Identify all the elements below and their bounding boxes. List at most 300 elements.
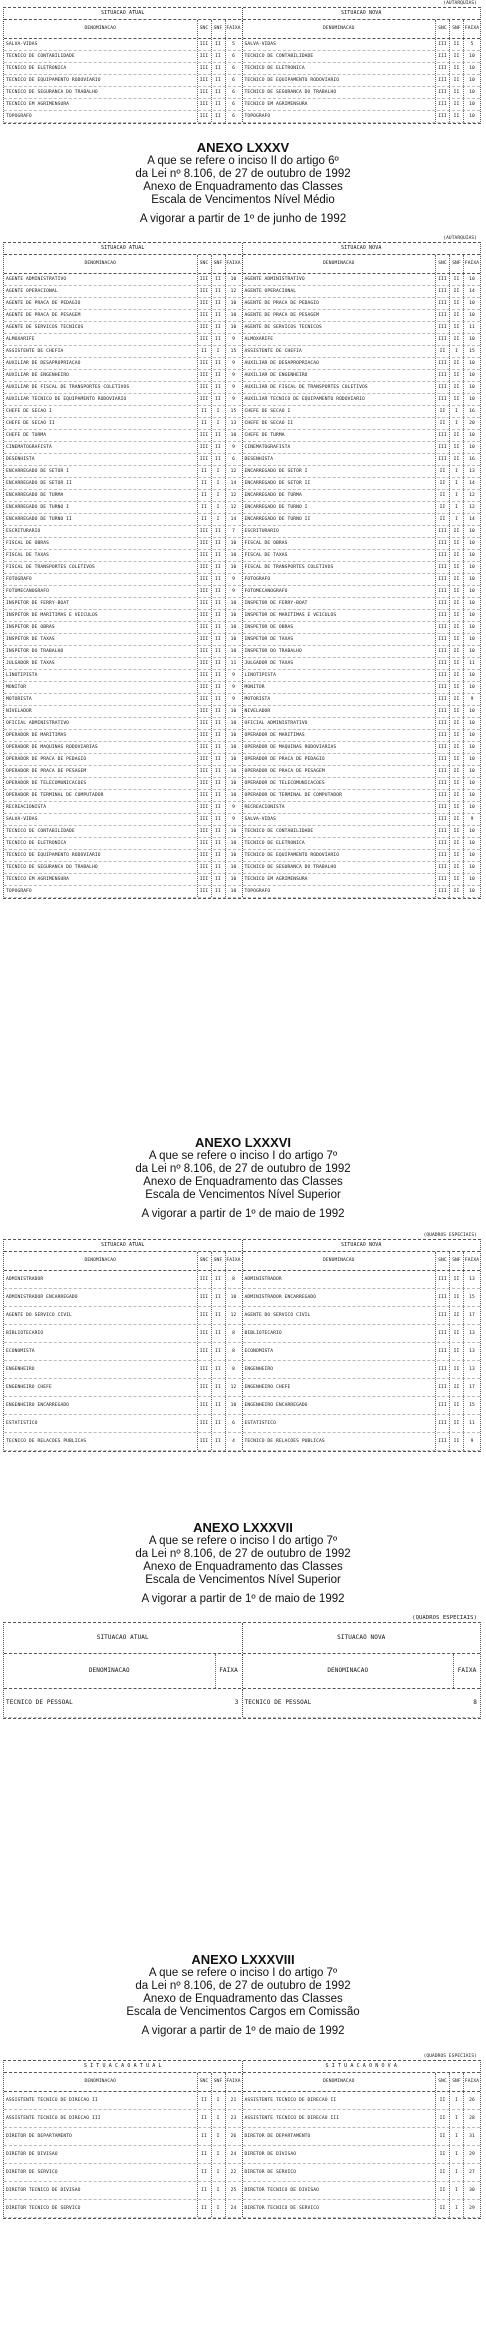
cell-snf: II: [449, 550, 463, 561]
header-snc: SNC: [435, 2073, 449, 2091]
cell-denominacao: AGENTE DE PRACA DE PEDAGIO: [6, 301, 81, 306]
cell-denominacao: ENGENHEIRO: [6, 1367, 35, 1372]
table-row: [4, 598, 480, 610]
cell-denominacao: TECNICO DE ELETRONICA: [244, 66, 305, 71]
table-row: [4, 670, 480, 682]
annex-line: Escala de Vencimentos Nível Médio: [151, 194, 335, 206]
header-denominacao: DENOMINACAO: [327, 1667, 369, 1674]
cell-snf: II: [449, 538, 463, 549]
cell-snc: III: [435, 802, 449, 813]
header-denominacao: DENOMINACAO: [322, 2079, 355, 2084]
cell-denominacao: TECNICO DE PESSOAL: [6, 1699, 73, 1706]
cell-snf: II: [211, 622, 225, 633]
cell-denominacao: FOTOMECANOGRAFO: [244, 589, 288, 594]
table-row: [4, 778, 480, 790]
table-row: [4, 430, 480, 442]
cell-snf: II: [211, 1361, 225, 1378]
cell-faixa: 10: [463, 382, 480, 393]
cell-snc: III: [197, 886, 211, 897]
cell-snf: II: [211, 670, 225, 681]
table-body: [4, 39, 480, 123]
cell-snc: III: [435, 63, 449, 74]
cell-denominacao: BIBLIOTECARIO: [6, 1331, 44, 1336]
table-row: [4, 394, 480, 406]
cell-denominacao: ENGENHEIRO: [244, 1367, 274, 1372]
cell-denominacao: BIBLIOTECARIO: [244, 1331, 282, 1336]
annex-line: Anexo de Enquadramento das Classes: [143, 181, 343, 193]
cell-faixa: 10: [463, 802, 480, 813]
cell-snf: II: [449, 742, 463, 753]
cell-faixa: 10: [463, 622, 480, 633]
cell-snc: II: [197, 406, 211, 417]
cell-denominacao: OPERADOR DE PRACA DE PESAGEM: [6, 769, 87, 774]
cell-snc: II: [197, 490, 211, 501]
cell-snc: III: [435, 538, 449, 549]
cell-snc: III: [435, 99, 449, 110]
table-row: [4, 2200, 480, 2218]
cell-snf: II: [449, 802, 463, 813]
cell-snf: II: [211, 742, 225, 753]
cell-denominacao: OPERADOR DE MARITIMAS: [244, 733, 305, 738]
cell-snf: II: [449, 778, 463, 789]
table-row: [4, 1325, 480, 1343]
cell-snc: III: [197, 850, 211, 861]
cell-denominacao: ENGENHEIRO CHEFE: [6, 1385, 52, 1390]
table-row: [4, 286, 480, 298]
cell-snc: III: [435, 730, 449, 741]
cell-snf: I: [449, 2110, 463, 2127]
cell-snc: III: [197, 39, 211, 50]
table-body: [4, 1271, 480, 1451]
cell-faixa: 10: [463, 63, 480, 74]
header-nova: S I T U A C A O N O V A: [325, 2063, 398, 2069]
cell-faixa: 10: [463, 550, 480, 561]
annex-title: ANEXO LXXXV: [196, 140, 290, 155]
annex-heading-lxxxviii: [0, 1952, 486, 2038]
cell-snf: II: [211, 814, 225, 825]
cell-snc: III: [197, 682, 211, 693]
cell-denominacao: ASSISTENTE DE CHEFIA: [244, 349, 302, 354]
cell-snc: III: [197, 63, 211, 74]
cell-snc: III: [197, 1397, 211, 1414]
cell-snc: III: [197, 358, 211, 369]
cell-denominacao: TECNICO DE RELACOES PUBLICAS: [6, 1439, 87, 1444]
cell-snf: II: [449, 1343, 463, 1360]
cell-snc: III: [435, 1397, 449, 1414]
cell-snc: III: [197, 742, 211, 753]
cell-faixa: 10: [463, 718, 480, 729]
cell-snf: II: [211, 802, 225, 813]
cell-snf: I: [449, 502, 463, 513]
header-atual: SITUACAO ATUAL: [100, 245, 145, 251]
table-row: [4, 382, 480, 394]
cell-faixa: 6: [225, 63, 242, 74]
cell-snc: III: [197, 670, 211, 681]
annex-line: da Lei nº 8.106, de 27 de outubro de 1992: [135, 168, 351, 180]
table-grid: [3, 1239, 481, 1452]
cell-snf: I: [449, 466, 463, 477]
cell-denominacao: INSPETOR DE FERRY-BOAT: [244, 601, 308, 606]
cell-snc: III: [197, 634, 211, 645]
cell-denominacao: CINEMATOGRAFISTA: [6, 445, 52, 450]
cell-denominacao: DIRETOR DE DEPARTAMENTO: [244, 2134, 311, 2139]
cell-snc: II: [197, 2200, 211, 2217]
cell-snc: III: [197, 658, 211, 669]
cell-denominacao: CINEMATOGRAFISTA: [244, 445, 291, 450]
cell-snf: II: [449, 1271, 463, 1288]
cell-faixa: 29: [463, 2146, 480, 2163]
cell-denominacao: SALVA-VIDAS: [244, 42, 277, 47]
cell-snc: II: [197, 2182, 211, 2199]
annex-heading-lxxxvi: [0, 1135, 486, 1221]
cell-snf: II: [211, 874, 225, 885]
cell-snf: I: [211, 2164, 225, 2181]
cell-faixa: 10: [463, 706, 480, 717]
cell-snf: II: [449, 610, 463, 621]
cell-snc: III: [197, 778, 211, 789]
cell-faixa: 10: [463, 370, 480, 381]
cell-snc: III: [435, 718, 449, 729]
table-row: [4, 322, 480, 334]
table-row: [4, 2182, 480, 2200]
cell-faixa: 17: [463, 1307, 480, 1324]
cell-snf: I: [211, 2092, 225, 2109]
cell-denominacao: TECNICO DE ELETRONICA: [6, 841, 67, 846]
cell-snc: III: [197, 334, 211, 345]
cell-snf: II: [211, 562, 225, 573]
cell-denominacao: AGENTE DE SERVICOS TECNICOS: [6, 325, 84, 330]
cell-denominacao: DIRETOR DE DIVISAO: [244, 2152, 297, 2157]
cell-snc: III: [435, 682, 449, 693]
cell-snf: II: [449, 1325, 463, 1342]
cell-denominacao: LINOTIPISTA: [244, 673, 277, 678]
cell-snc: II: [435, 490, 449, 501]
cell-faixa: 12: [225, 286, 242, 297]
cell-denominacao: TECNICO DE SEGURANCA DO TRABALHO: [244, 90, 337, 95]
cell-denominacao: AGENTE DO SERVICO CIVIL: [6, 1313, 72, 1318]
cell-snf: II: [449, 310, 463, 321]
table-body: [4, 2092, 480, 2218]
cell-snc: III: [197, 766, 211, 777]
cell-snf: II: [449, 646, 463, 657]
cell-faixa: 10: [225, 754, 242, 765]
cell-denominacao: TECNICO DE PESSOAL: [244, 1699, 312, 1706]
cell-snc: II: [197, 2110, 211, 2127]
cell-snc: III: [197, 1433, 211, 1450]
cell-snf: II: [211, 694, 225, 705]
cell-faixa: 6: [225, 454, 242, 465]
table-row: [4, 75, 480, 87]
cell-snc: II: [435, 514, 449, 525]
table-row: [4, 574, 480, 586]
cell-snf: II: [449, 586, 463, 597]
cell-snf: II: [449, 454, 463, 465]
cell-snf: II: [211, 322, 225, 333]
table-header-situation: [4, 1623, 480, 1654]
cell-denominacao: ENCARREGADO DE TURNO I: [244, 505, 308, 510]
cell-faixa: 10: [225, 850, 242, 861]
cell-denominacao: AUXILIAR DE FISCAL DE TRANSPORTES COLETIVOS: [244, 385, 368, 390]
cell-snf: II: [211, 574, 225, 585]
cell-faixa: 10: [225, 610, 242, 621]
cell-denominacao: INSPETOR DE OBRAS: [244, 625, 294, 630]
cell-denominacao: OFICIAL ADMINISTRATIVO: [6, 721, 70, 726]
cell-denominacao: JULGADOR DE TAXAS: [6, 661, 55, 666]
cell-denominacao: ENCARREGADO DE SETOR I: [6, 469, 70, 474]
cell-faixa: 6: [225, 1415, 242, 1432]
header-faixa: FAIXA: [463, 20, 480, 38]
cell-faixa: 9: [463, 1433, 480, 1450]
cell-faixa: 14: [225, 478, 242, 489]
cell-snf: I: [211, 2128, 225, 2145]
cell-denominacao: AGENTE ADMINISTRATIVO: [6, 277, 67, 282]
cell-snc: III: [435, 394, 449, 405]
cell-denominacao: INSPETOR DO TRABALHO: [6, 649, 64, 654]
cell-snf: I: [449, 406, 463, 417]
cell-snf: II: [211, 1379, 225, 1396]
cell-snf: II: [211, 730, 225, 741]
cell-snf: II: [449, 526, 463, 537]
cell-snc: III: [435, 1271, 449, 1288]
table-tag: (QUADROS ESPECIAIS): [412, 1615, 477, 1621]
cell-faixa: 10: [463, 778, 480, 789]
cell-faixa: 24: [225, 2200, 242, 2217]
cell-snf: II: [211, 526, 225, 537]
annex-line: da Lei nº 8.106, de 27 de outubro de 1992: [135, 1980, 351, 1992]
cell-faixa: 9: [225, 358, 242, 369]
cell-snc: III: [197, 610, 211, 621]
cell-snf: II: [211, 454, 225, 465]
annex-title: ANEXO LXXXVI: [194, 1135, 292, 1150]
table-row: [4, 1307, 480, 1325]
annex-line: Anexo de Enquadramento das Classes: [143, 1176, 343, 1188]
cell-snf: II: [449, 718, 463, 729]
table-row: [4, 634, 480, 646]
cell-denominacao: ENCARREGADO DE TURNO II: [244, 517, 311, 522]
cell-snf: II: [211, 598, 225, 609]
cell-snc: III: [197, 298, 211, 309]
cell-faixa: 10: [225, 838, 242, 849]
table-row: [4, 87, 480, 99]
cell-denominacao: ADMINISTRADOR: [244, 1277, 282, 1282]
cell-denominacao: TECNICO DE CONTABILIDADE: [6, 829, 75, 834]
cell-denominacao: CHEFE DE SECAO I: [244, 409, 291, 414]
annex-line: da Lei nº 8.106, de 27 de outubro de 1992: [135, 1163, 351, 1175]
cell-faixa: 13: [463, 1361, 480, 1378]
cell-snc: III: [435, 778, 449, 789]
cell-snc: III: [435, 1379, 449, 1396]
table-tag: (QUADROS ESPECIAIS): [423, 2054, 477, 2059]
cell-snf: I: [449, 2146, 463, 2163]
cell-denominacao: FISCAL DE TRANSPORTES COLETIVOS: [6, 565, 95, 570]
cell-denominacao: INSPETOR DE TAXAS: [244, 637, 294, 642]
table-row: [4, 706, 480, 718]
cell-snf: II: [449, 670, 463, 681]
cell-faixa: 13: [225, 418, 242, 429]
cell-snf: II: [449, 682, 463, 693]
cell-faixa: 10: [463, 394, 480, 405]
cell-snc: III: [435, 1307, 449, 1324]
cell-denominacao: OPERADOR DE TELECOMUNICACOES: [244, 781, 325, 786]
cell-denominacao: NIVELADOR: [6, 709, 32, 714]
cell-snf: II: [211, 394, 225, 405]
cell-denominacao: AUXILIAR TECNICO DE EQUIPAMENTO RODOVIARIO: [6, 397, 127, 402]
annex-effective-date: A vigorar a partir de 1º de maio de 1992: [141, 1208, 345, 1220]
cell-denominacao: MONITOR: [244, 685, 265, 690]
cell-denominacao: ENGENHEIRO ENCARREGADO: [6, 1403, 70, 1408]
cell-faixa: 10: [463, 874, 480, 885]
cell-denominacao: ALMOXARIFE: [244, 337, 274, 342]
cell-snc: III: [435, 598, 449, 609]
cell-snc: III: [435, 39, 449, 50]
cell-snf: I: [211, 346, 225, 357]
cell-faixa: 10: [463, 586, 480, 597]
cell-snc: III: [197, 730, 211, 741]
table-row: [4, 862, 480, 874]
cell-denominacao: ASSISTENTE TECNICO DE DIRECAO II: [244, 2098, 337, 2103]
cell-faixa: 10: [225, 634, 242, 645]
cell-faixa: 10: [463, 310, 480, 321]
cell-snf: II: [211, 39, 225, 50]
header-snc: SNC: [197, 255, 211, 273]
cell-faixa: 9: [225, 394, 242, 405]
cell-denominacao: FISCAL DE TAXAS: [6, 553, 49, 558]
cell-snc: III: [435, 111, 449, 122]
header-faixa: FAIXA: [215, 1654, 242, 1688]
cell-snc: III: [197, 454, 211, 465]
table-grid: [3, 7, 481, 124]
cell-snf: II: [449, 874, 463, 885]
header-denominacao: DENOMINACAO: [322, 26, 355, 31]
cell-snf: II: [449, 886, 463, 897]
cell-faixa: 10: [463, 334, 480, 345]
cell-snf: II: [211, 766, 225, 777]
cell-faixa: 10: [463, 430, 480, 441]
cell-snc: III: [435, 382, 449, 393]
header-snc: SNC: [435, 1252, 449, 1270]
cell-snc: III: [435, 526, 449, 537]
table-row: [4, 514, 480, 526]
cell-faixa: 10: [225, 706, 242, 717]
cell-snf: II: [211, 286, 225, 297]
cell-snf: II: [211, 1433, 225, 1450]
table-tag: (QUADROS ESPECIAIS): [423, 1233, 477, 1238]
cell-snf: II: [449, 850, 463, 861]
table-row: [4, 358, 480, 370]
cell-denominacao: ENGENHEIRO CHEFE: [244, 1385, 291, 1390]
cell-snf: II: [211, 862, 225, 873]
table-row: [4, 1689, 480, 1718]
cell-faixa: 10: [463, 51, 480, 62]
cell-snc: II: [197, 502, 211, 513]
cell-denominacao: ENCARREGADO DE SETOR II: [244, 481, 311, 486]
cell-snf: II: [211, 1397, 225, 1414]
cell-snc: II: [197, 2146, 211, 2163]
cell-faixa: 10: [463, 274, 480, 285]
cell-faixa: 31: [463, 2128, 480, 2145]
table-row: [4, 274, 480, 286]
annex-line: Escala de Vencimentos Cargos em Comissão: [126, 2006, 360, 2018]
cell-snc: III: [435, 826, 449, 837]
header-atual: SITUACAO ATUAL: [96, 1634, 149, 1641]
cell-denominacao: AGENTE DE SERVICOS TECNICOS: [244, 325, 322, 330]
cell-faixa: 10: [225, 730, 242, 741]
cell-faixa: 21: [225, 2092, 242, 2109]
cell-snc: III: [435, 310, 449, 321]
header-nova: SITUACAO NOVA: [337, 1634, 386, 1641]
cell-denominacao: FOTOMECANOGRAFO: [6, 589, 49, 594]
cell-denominacao: TECNICO DE EQUIPAMENTO RODOVIARIO: [244, 78, 340, 83]
cell-snf: II: [449, 814, 463, 825]
annex-line: A que se refere o inciso I do artigo 7º: [148, 1967, 338, 1979]
cell-snc: III: [197, 75, 211, 86]
cell-faixa: 10: [225, 310, 242, 321]
cell-snc: II: [435, 2128, 449, 2145]
cell-snf: II: [449, 1379, 463, 1396]
table-row: [4, 562, 480, 574]
cell-snc: III: [435, 51, 449, 62]
cell-denominacao: OPERADOR DE MAQUINAS RODOVIARIAS: [244, 745, 337, 750]
cell-snc: III: [197, 706, 211, 717]
cell-faixa: 10: [225, 550, 242, 561]
cell-snf: II: [449, 63, 463, 74]
cell-snf: II: [211, 886, 225, 897]
cell-denominacao: TECNICO EM AGRIMENSURA: [244, 102, 308, 107]
cell-denominacao: ENCARREGADO DE SETOR II: [6, 481, 72, 486]
cell-denominacao: AGENTE DE PRACA DE PESAGEM: [6, 313, 81, 318]
header-faixa: FAIXA: [225, 20, 242, 38]
cell-snc: III: [435, 706, 449, 717]
table-row: [4, 2146, 480, 2164]
cell-faixa: 9: [225, 574, 242, 585]
annex-line: Escala de Vencimentos Nível Superior: [145, 1574, 341, 1586]
cell-faixa: 28: [463, 2110, 480, 2127]
cell-denominacao: TECNICO DE EQUIPAMENTO RODOVIARIO: [244, 853, 340, 858]
cell-denominacao: FISCAL DE TAXAS: [244, 553, 288, 558]
cell-denominacao: INSPETOR DE TAXAS: [6, 637, 55, 642]
cell-snc: II: [435, 466, 449, 477]
cell-snc: III: [435, 87, 449, 98]
cell-denominacao: SALVA-VIDAS: [6, 817, 38, 822]
table-row: [4, 418, 480, 430]
cell-denominacao: TECNICO DE ELETRONICA: [6, 66, 67, 71]
cell-faixa: 9: [225, 442, 242, 453]
cell-denominacao: TOPOGRAFO: [244, 114, 271, 119]
cell-faixa: 9: [225, 670, 242, 681]
cell-snf: II: [211, 1289, 225, 1306]
cell-faixa: 10: [463, 298, 480, 309]
header-nova: SITUACAO NOVA: [341, 1242, 382, 1248]
cell-faixa: 10: [225, 790, 242, 801]
cell-snf: I: [211, 418, 225, 429]
cell-snf: II: [449, 754, 463, 765]
cell-faixa: 10: [463, 682, 480, 693]
table-row: [4, 622, 480, 634]
cell-denominacao: AGENTE OPERACIONAL: [6, 289, 58, 294]
cell-faixa: 9: [225, 586, 242, 597]
cell-snf: II: [449, 334, 463, 345]
cell-denominacao: ASSISTENTE DE CHEFIA: [6, 349, 64, 354]
cell-denominacao: AUXILIAR DE ENGENHEIRO: [6, 373, 70, 378]
cell-snf: I: [211, 2200, 225, 2217]
cell-snf: II: [211, 51, 225, 62]
header-snf: SNF: [449, 20, 463, 38]
cell-denominacao: OPERADOR DE MAQUINAS RODOVIARIAS: [6, 745, 98, 750]
cell-denominacao: AGENTE OPERACIONAL: [244, 289, 297, 294]
cell-faixa: 10: [225, 742, 242, 753]
cell-snf: II: [449, 87, 463, 98]
cell-denominacao: AUXILIAR DE FISCAL DE TRANSPORTES COLETIVOS: [6, 385, 130, 390]
